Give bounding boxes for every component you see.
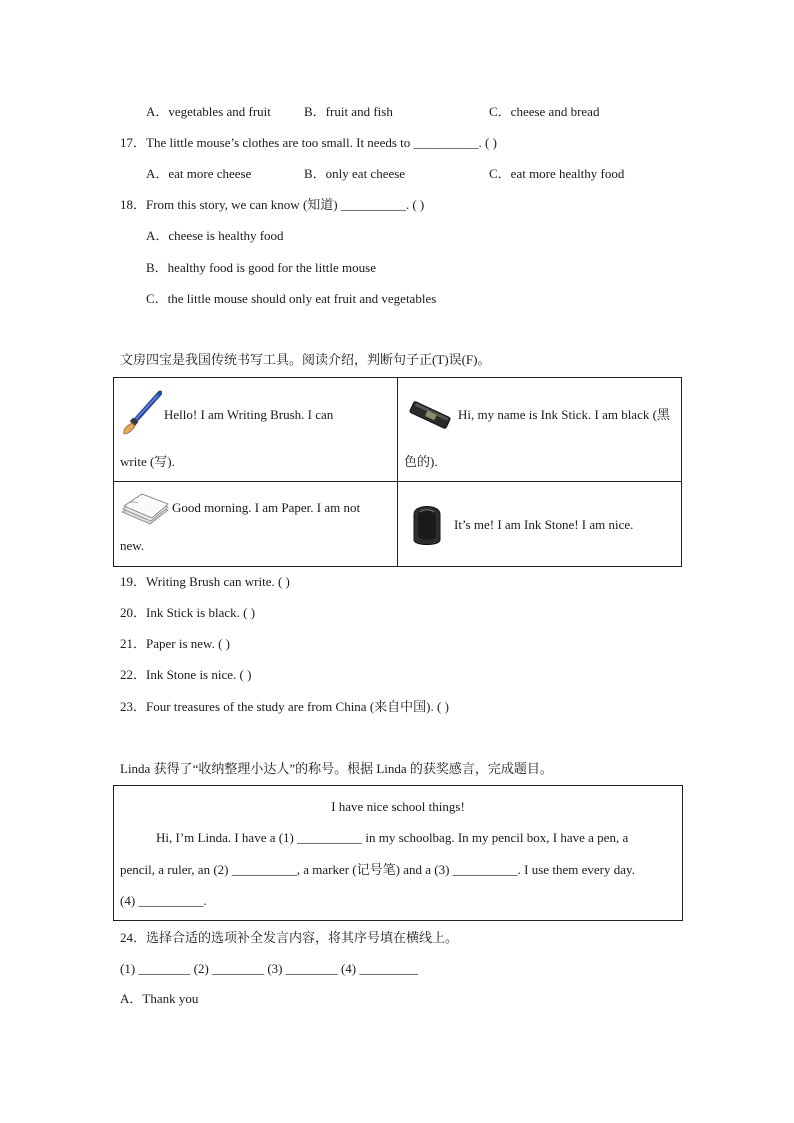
q17-stem: 17．The little mouse’s clothes are too small. It needs to __________. ( ) — [120, 135, 497, 150]
cell-paper — [114, 482, 398, 567]
q21: 21．Paper is new. ( ) — [120, 636, 230, 651]
cell-ink-stone — [398, 482, 682, 567]
q18-option-c: C．the little mouse should only eat fruit and vegetables — [146, 291, 437, 306]
speech-line3: (4) __________. — [120, 893, 207, 908]
speech-line1: Hi, I’m Linda. I have a (1) __________ in my schoolbag. In my pencil box, I have a pen, a — [156, 830, 629, 845]
cell-writing-brush — [114, 378, 398, 482]
q20: 20．Ink Stick is black. ( ) — [120, 605, 256, 620]
q24-stem: 24．选择合适的选项补全发言内容，将其序号填在横线上。 — [120, 930, 459, 945]
speech-title: I have nice school things! — [331, 799, 465, 814]
writing-brush-icon — [120, 390, 162, 440]
ink-stone-icon — [410, 500, 444, 552]
section3-instruction: Linda 获得了“收纳整理小达人”的称号。根据 Linda 的获奖感言，完成题目。 — [120, 761, 553, 776]
q18-stem: 18．From this story, we can know (知道) __________. ( ) — [120, 197, 425, 212]
q16-option-c: C．cheese and bread — [489, 104, 600, 119]
cell-ink-stick — [398, 378, 682, 482]
q16-option-a: A．vegetables and fruit — [146, 104, 271, 119]
q17-option-a: A．eat more cheese — [146, 166, 252, 181]
q22: 22．Ink Stone is nice. ( ) — [120, 667, 252, 682]
ink-stick-icon — [406, 398, 454, 436]
brush-text-line2: write (写). — [120, 454, 175, 469]
q23: 23．Four treasures of the study are from China (来自中国). ( ) — [120, 699, 449, 714]
q16-option-b: B．fruit and fish — [304, 104, 393, 119]
q17-option-c: C．eat more healthy food — [489, 166, 625, 181]
paper-text-line2: new. — [120, 538, 145, 553]
paper-text-line1: Good morning. I am Paper. I am not — [172, 500, 361, 515]
inkstick-text-line2: 色的). — [404, 454, 438, 469]
q24-blanks: (1) ________ (2) ________ (3) ________ (4) _________ — [120, 961, 418, 976]
linda-speech-box — [113, 785, 683, 921]
inkstone-text: It’s me! I am Ink Stone! I am nice. — [454, 517, 634, 532]
inkstick-text-line1: Hi, my name is Ink Stick. I am black (黑 — [458, 407, 670, 422]
brush-text-line1: Hello! I am Writing Brush. I can — [164, 407, 334, 422]
paper-stack-icon — [120, 490, 170, 532]
q18-option-b: B．healthy food is good for the little mouse — [146, 260, 376, 275]
four-treasures-table — [113, 377, 682, 567]
q17-option-b: B．only eat cheese — [304, 166, 406, 181]
q19: 19．Writing Brush can write. ( ) — [120, 574, 290, 589]
section2-instruction: 文房四宝是我国传统书写工具。阅读介绍，判断句子正(T)误(F)。 — [120, 352, 491, 367]
q24-option-a: A．Thank you — [120, 991, 199, 1006]
speech-line2: pencil, a ruler, an (2) __________, a marker (记号笔) and a (3) __________. I use them every day. — [120, 862, 635, 877]
q18-option-a: A．cheese is healthy food — [146, 228, 284, 243]
